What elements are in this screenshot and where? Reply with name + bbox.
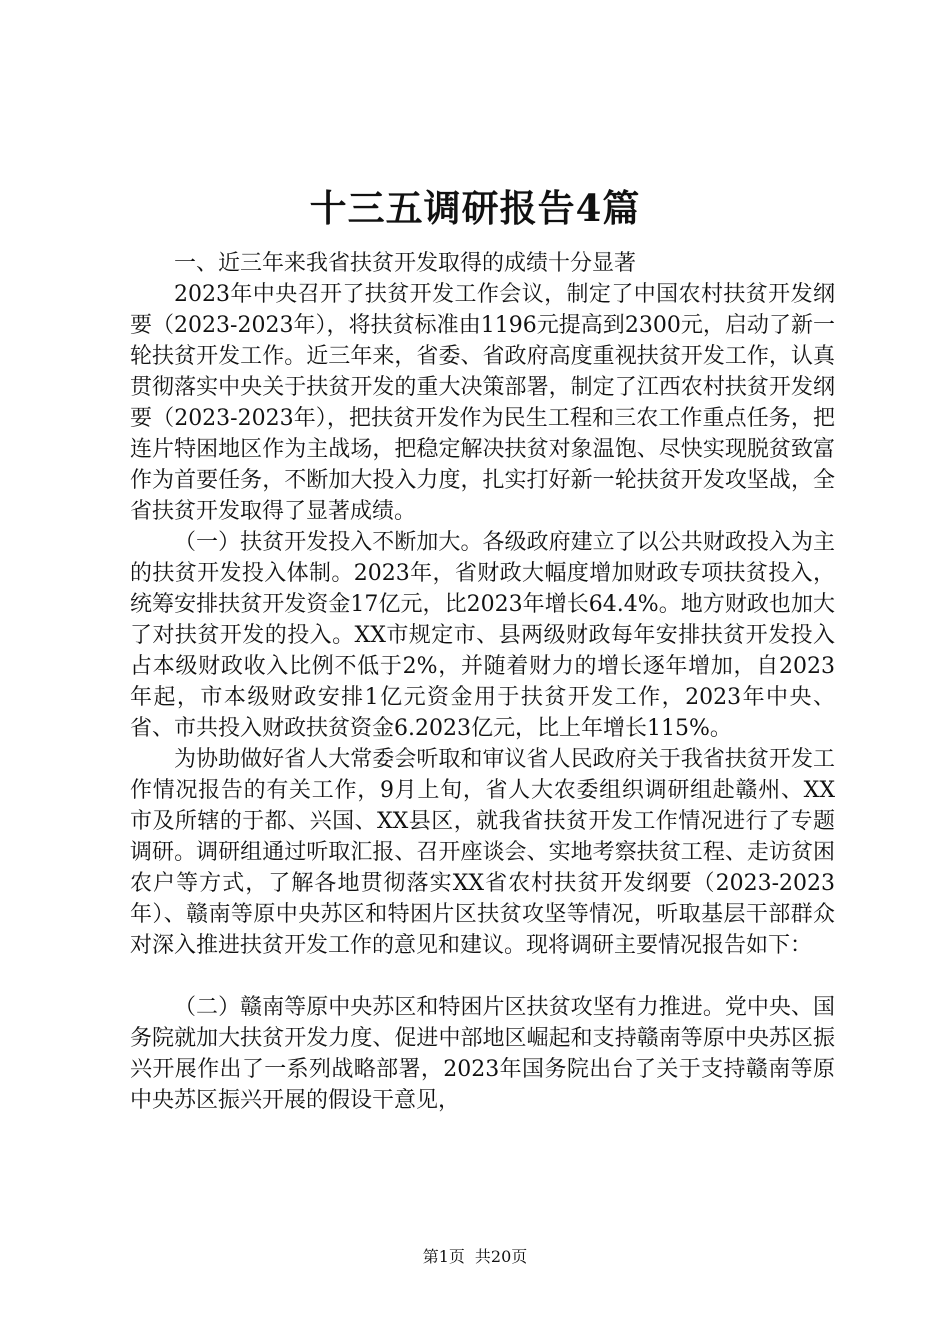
page-footer: [0, 1246, 950, 1268]
paragraph: 2023年中央召开了扶贫开发工作会议，制定了中国农村扶贫开发纲要（2023-2023年），将扶贫标准由1196元提高到2300元，启动了新一轮扶贫开发工作。近三年来，省委、省政府高度重视扶贫开发工作，认真贯彻落实中央关于扶贫开发的重大决策部署，制定了江西农村扶贫开发纲要（2023-2023年），把扶贫开发作为民生工程和三农工作重点任务，把连片特困地区作为主战场，把稳定解决扶贫对象温饱、尽快实现脱贫致富作为首要任务，不断加大投入力度，扎实打好新一轮扶贫开发攻坚战，全省扶贫开发取得了显著成绩。: [130, 282, 835, 524]
document-body: [130, 248, 835, 1116]
document-title: 十三五调研报告4篇: [309, 186, 641, 230]
paragraph: （二）赣南等原中央苏区和特困片区扶贫攻坚有力推进。党中央、国务院就加大扶贫开发力度、促进中部地区崛起和支持赣南等原中央苏区振兴开展作出了一系列战略部署，2023年国务院出台了关于支持赣南等原中央苏区振兴开展的假设干意见，: [130, 995, 835, 1113]
paragraph: （一）扶贫开发投入不断加大。各级政府建立了以公共财政投入为主的扶贫开发投入体制。2023年，省财政大幅度增加财政专项扶贫投入，统筹安排扶贫开发资金17亿元，比2023年增长64.4%。地方财政也加大了对扶贫开发的投入。XX市规定市、县两级财政每年安排扶贫开发投入占本级财政收入比例不低于2%，并随着财力的增长逐年增加，自2023年起，市本级财政安排1亿元资金用于扶贫开发工作，2023年中央、省、市共投入财政扶贫资金6.2023亿元，比上年增长115%。: [130, 530, 835, 741]
section-heading: 一、近三年来我省扶贫开发取得的成绩十分显著: [174, 251, 637, 276]
page-total: 共20页: [474, 1247, 528, 1266]
page-number: 第1页: [422, 1247, 465, 1266]
paragraph: 为协助做好省人大常委会听取和审议省人民政府关于我省扶贫开发工作情况报告的有关工作，9月上旬，省人大农委组织调研组赴赣州、XX市及所辖的于都、兴国、XX县区，就我省扶贫开发工作情况进行了专题调研。调研组通过听取汇报、召开座谈会、实地考察扶贫工程、走访贫困农户等方式，了解各地贯彻落实XX省农村扶贫开发纲要（2023-2023年）、赣南等原中央苏区和特困片区扶贫攻坚等情况，听取基层干部群众对深入推进扶贫开发工作的意见和建议。现将调研主要情况报告如下：: [130, 747, 835, 958]
